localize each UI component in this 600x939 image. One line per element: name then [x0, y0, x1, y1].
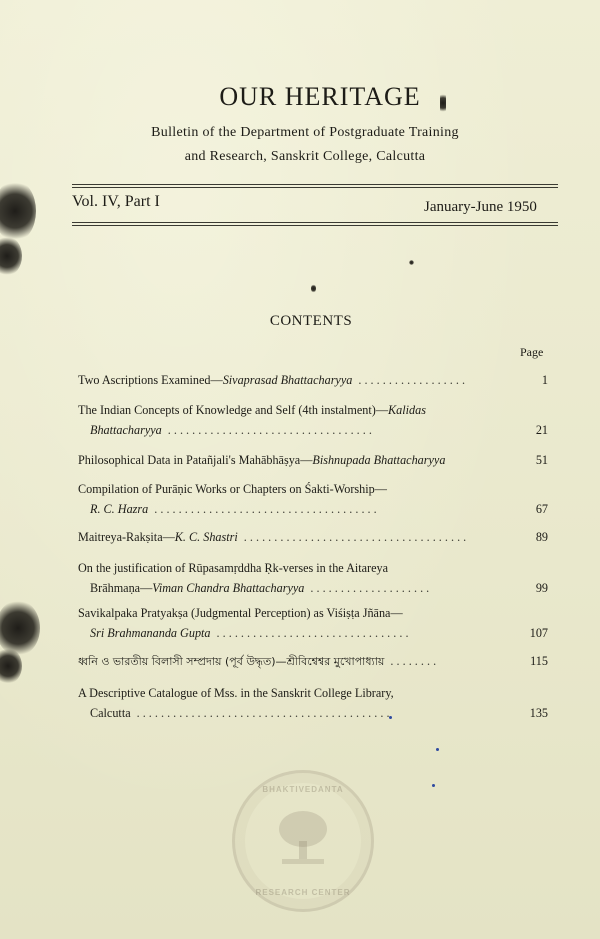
tree-icon: [268, 803, 338, 873]
toc-entry-title: The Indian Concepts of Knowledge and Self (4th instalment)—: [78, 403, 389, 417]
toc-entry-page: 135: [529, 706, 548, 720]
ink-dot: [389, 716, 392, 719]
ink-stain: [0, 236, 22, 276]
ink-mark: [440, 92, 446, 114]
library-seal: [232, 770, 374, 912]
bottom-rule-inner: [72, 225, 558, 226]
top-rule-inner: [72, 187, 558, 188]
issue-date: January-June 1950: [424, 199, 537, 215]
bottom-rule: [72, 222, 558, 223]
page-column-label: Page: [520, 345, 544, 359]
toc-entry-title-cont: Brāhmaṇa—: [90, 581, 153, 595]
toc-entry-author: Sivaprasad Bhattacharyya: [222, 373, 353, 387]
toc-entry-author-cont: Bhattacharyya: [90, 423, 162, 437]
toc-entry: On the justification of Rūpasamṛddha Ṛk-verses in the Aitareya Brāhmaṇa— Viman Chandra Bhattacharyya . . . . . . . . . . . . . . . . . . . . 99: [78, 558, 548, 598]
toc-entry-page: 1: [541, 373, 548, 387]
toc-entry-author: Sri Brahmananda Gupta: [90, 626, 211, 640]
toc-entry-title: Two Ascriptions Examined—: [78, 373, 223, 387]
toc-entry-author: K. C. Shastri: [174, 530, 238, 544]
ink-dot: [432, 784, 435, 787]
toc-entry-author: Bishnupada Bhattacharyya: [312, 453, 446, 467]
toc-entry-page: 21: [535, 423, 548, 437]
journal-subtitle-line2: and Research, Sanskrit College, Calcutta: [184, 149, 426, 164]
toc-entry-title: Savikalpaka Pratyakṣa (Judgmental Perception) as Viśiṣṭa Jñāna—: [78, 606, 403, 620]
toc-entry: A Descriptive Catalogue of Mss. in the Sanskrit College Library, Calcutta . . . . . . . . . . . . . . . . . . . . . . . . . . . . . . . . . . . . . . . . . . 135: [78, 683, 548, 723]
top-rule: [72, 184, 558, 185]
journal-subtitle-line1: Bulletin of the Department of Postgraduate Training: [151, 125, 459, 140]
ink-stain: [0, 648, 22, 684]
seal-text-bottom: RESEARCH CENTER: [255, 888, 351, 897]
toc-entry-page: 89: [535, 530, 548, 544]
toc-entry-page: 67: [535, 502, 548, 516]
toc-entry-title: A Descriptive Catalogue of Mss. in the Sanskrit College Library,: [78, 686, 394, 700]
toc-entry-title: Compilation of Purāṇic Works or Chapters on Śakti-Worship—: [78, 482, 387, 496]
toc-entry-author: R. C. Hazra: [90, 502, 149, 516]
ink-dot: [436, 748, 439, 751]
toc-entry: [78, 450, 548, 470]
volume-label: Vol. IV, Part I: [72, 193, 160, 210]
toc-entry: Maitreya-Rakṣita— K. C. Shastri . . . . . . . . . . . . . . . . . . . . . . . . . . . . . . . . . . . . . 89: [78, 527, 548, 547]
toc-entry-page: 51: [535, 453, 548, 467]
toc-entry-page: 107: [529, 626, 548, 640]
toc-entry-title: Philosophical Data in Patañjali's Mahābhāṣya—: [78, 453, 313, 467]
toc-entry-author: Kalidas: [388, 403, 426, 417]
toc-entry: Savikalpaka Pratyakṣa (Judgmental Perception) as Viśiṣṭa Jñāna— Sri Brahmananda Gupta . . . . . . . . . . . . . . . . . . . . . . . . . . . . . . . . 107: [78, 603, 548, 643]
toc-entry-title: ধ্বনি ও ভারতীয় বিলাসী সম্প্রদায় (পূর্ব উদ্ধৃত)—শ্রীবিশ্বেশ্বর মুখোপাধ্যায়: [78, 655, 385, 668]
ink-mark: [409, 260, 414, 265]
seal-text-top: BHAKTIVEDANTA: [262, 785, 344, 794]
toc-entry-page: 99: [535, 581, 548, 595]
toc-entry-title: On the justification of Rūpasamṛddha Ṛk-verses in the Aitareya: [78, 561, 389, 575]
toc-entry-title: Maitreya-Rakṣita—: [78, 530, 175, 544]
toc-entry: Compilation of Purāṇic Works or Chapters on Śakti-Worship— R. C. Hazra . . . . . . . . . . . . . . . . . . . . . . . . . . . . . . . . . . . . . 67: [78, 479, 548, 519]
toc-entry-author: Viman Chandra Bhattacharyya: [152, 581, 305, 595]
toc-entry: Two Ascriptions Examined— Sivaprasad Bhattacharyya . . . . . . . . . . . . . . . . . . 1: [78, 370, 548, 390]
ink-mark: [311, 284, 316, 293]
contents-heading: CONTENTS: [269, 313, 353, 329]
journal-title: OUR HERITAGE: [219, 82, 421, 111]
toc-entry-title-cont: Calcutta: [90, 706, 131, 720]
toc-entry: ধ্বনি ও ভারতীয় বিলাসী সম্প্রদায় (পূর্ব উদ্ধৃত)—শ্রীবিশ্বেশ্বর মুখোপাধ্যায় . . . . . . . . 115: [78, 651, 548, 672]
ink-stain: [0, 180, 36, 242]
toc-entry: The Indian Concepts of Knowledge and Self (4th instalment)— Kalidas Bhattacharyya . . . . . . . . . . . . . . . . . . . . . . . . . . . . . . . . . . 21: [78, 400, 548, 440]
toc-entry-page: 115: [530, 654, 548, 668]
